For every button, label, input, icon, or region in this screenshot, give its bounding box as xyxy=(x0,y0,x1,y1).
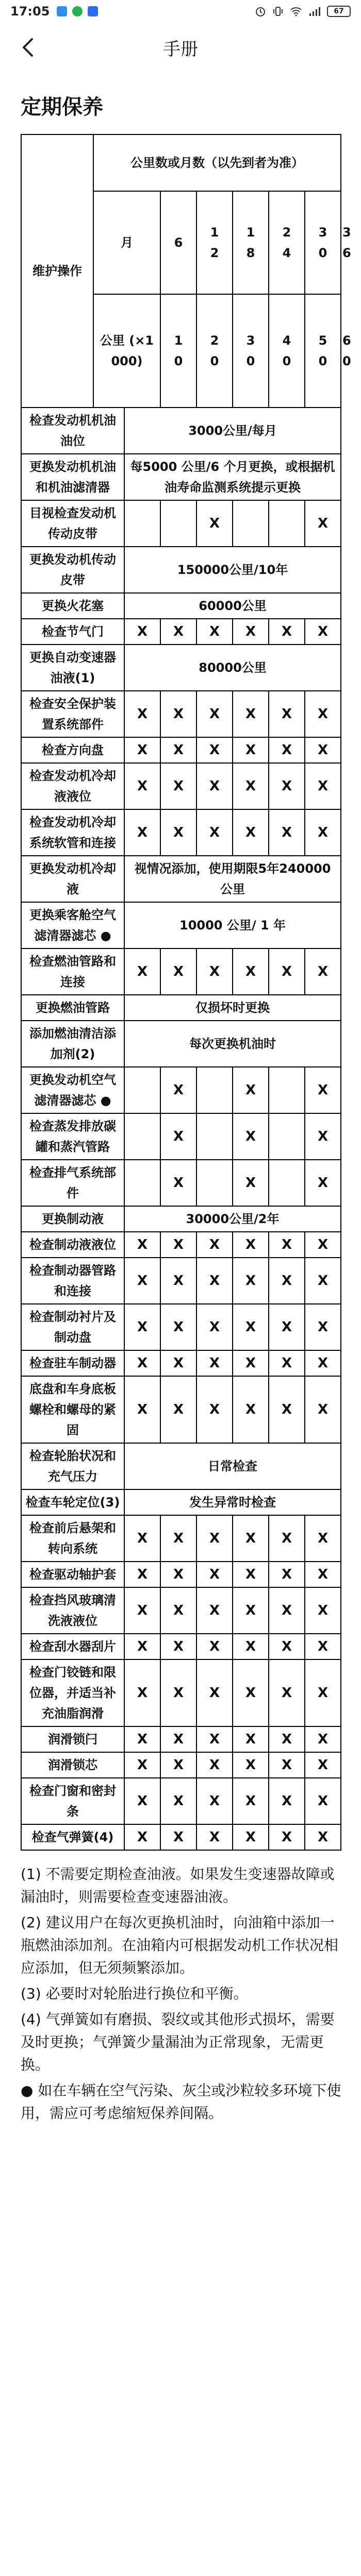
schedule-mark: X xyxy=(160,1726,196,1752)
schedule-mark: X xyxy=(305,691,341,737)
schedule-mark: X xyxy=(160,1258,196,1304)
schedule-mark: X xyxy=(233,1350,269,1376)
km-label: 公里 (×1000) xyxy=(93,294,160,408)
table-row xyxy=(21,1752,341,1778)
schedule-mark: X xyxy=(269,737,305,763)
maintenance-item: 检查蒸发排放碳罐和蒸汽管路 xyxy=(21,1113,124,1160)
schedule-mark: X xyxy=(124,1515,160,1562)
schedule-mark: X xyxy=(196,737,233,763)
interval-span: 150000公里/10年 xyxy=(124,547,341,593)
schedule-mark: X xyxy=(196,619,233,645)
schedule-mark xyxy=(269,1113,305,1160)
back-button[interactable] xyxy=(15,35,40,60)
schedule-mark: X xyxy=(269,1258,305,1304)
month-cell xyxy=(160,191,196,294)
schedule-mark: X xyxy=(160,948,196,995)
schedule-mark: X xyxy=(160,1634,196,1659)
table-row xyxy=(21,1587,341,1634)
schedule-mark: X xyxy=(233,619,269,645)
schedule-mark: X xyxy=(269,1726,305,1752)
schedule-mark xyxy=(269,1160,305,1206)
table-row xyxy=(21,902,341,948)
wifi-icon xyxy=(290,6,302,17)
maintenance-item: 检查制动衬片及制动盘 xyxy=(21,1304,124,1350)
schedule-mark xyxy=(124,1113,160,1160)
km-cell xyxy=(233,294,269,408)
maintenance-item: 更换火花塞 xyxy=(21,593,124,619)
table-row xyxy=(21,1634,341,1659)
schedule-mark: X xyxy=(196,1634,233,1659)
month-cell-text: 30 xyxy=(318,225,327,260)
schedule-mark: X xyxy=(196,1752,233,1778)
schedule-mark: X xyxy=(160,763,196,809)
schedule-mark: X xyxy=(269,948,305,995)
vibrate-icon xyxy=(272,6,284,17)
schedule-mark: X xyxy=(233,1778,269,1824)
schedule-mark: X xyxy=(196,1304,233,1350)
schedule-mark: X xyxy=(160,619,196,645)
km-cell-text: 30 xyxy=(246,333,255,368)
schedule-mark: X xyxy=(305,763,341,809)
browser-notification-icon xyxy=(88,6,98,16)
interval-span: 每5000 公里/6 个月更换，或根据机油寿命监测系统提示更换 xyxy=(124,454,341,500)
schedule-mark: X xyxy=(305,1726,341,1752)
table-row xyxy=(21,995,341,1021)
table-row xyxy=(21,1562,341,1587)
schedule-mark: X xyxy=(124,1232,160,1258)
status-right xyxy=(255,6,351,17)
schedule-mark: X xyxy=(124,1634,160,1659)
table-row xyxy=(21,1067,341,1113)
schedule-mark: X xyxy=(124,948,160,995)
notification-icons xyxy=(57,6,98,16)
schedule-mark: X xyxy=(305,1304,341,1350)
schedule-mark: X xyxy=(124,1659,160,1726)
app-header xyxy=(0,23,361,72)
maintenance-item: 检查门铰链和限位器，并适当补充油脂润滑 xyxy=(21,1659,124,1726)
schedule-mark: X xyxy=(269,1515,305,1562)
schedule-mark: X xyxy=(269,1659,305,1726)
schedule-mark: X xyxy=(305,619,341,645)
schedule-mark: X xyxy=(269,1587,305,1634)
month-cell xyxy=(233,191,269,294)
schedule-mark: X xyxy=(233,1726,269,1752)
maintenance-item: 检查方向盘 xyxy=(21,737,124,763)
schedule-mark: X xyxy=(196,691,233,737)
schedule-mark: X xyxy=(305,1752,341,1778)
month-cell xyxy=(305,191,341,294)
schedule-mark: X xyxy=(305,1160,341,1206)
schedule-mark: X xyxy=(269,1752,305,1778)
maintenance-item: 更换自动变速器油液(1) xyxy=(21,645,124,691)
month-cell-text: 24 xyxy=(282,225,291,260)
maintenance-item: 检查发动机冷却液液位 xyxy=(21,763,124,809)
schedule-mark: X xyxy=(124,1752,160,1778)
maintenance-item: 检查驱动轴护套 xyxy=(21,1562,124,1587)
app-notification-icon xyxy=(57,6,67,16)
schedule-mark: X xyxy=(160,1376,196,1443)
interval-span: 3000公里/每月 xyxy=(124,408,341,454)
km-cell-text: 10 xyxy=(174,333,183,368)
schedule-mark: X xyxy=(196,1376,233,1443)
interval-span: 80000公里 xyxy=(124,645,341,691)
table-row xyxy=(21,1376,341,1443)
schedule-mark: X xyxy=(160,1587,196,1634)
footnote: (1) 不需要定期检查油液。如果发生变速器故障或漏油时，则需要检查变速器油液。 xyxy=(21,1866,335,1905)
schedule-mark xyxy=(233,500,269,547)
schedule-mark: X xyxy=(233,1113,269,1160)
maintenance-item: 检查刮水器刮片 xyxy=(21,1634,124,1659)
schedule-mark: X xyxy=(196,1659,233,1726)
schedule-mark: X xyxy=(233,1160,269,1206)
table-row xyxy=(21,1113,341,1160)
schedule-mark: X xyxy=(269,1824,305,1850)
schedule-mark: X xyxy=(233,1376,269,1443)
schedule-mark: X xyxy=(233,1659,269,1726)
maintenance-item: 检查前后悬架和转向系统 xyxy=(21,1515,124,1562)
schedule-mark: X xyxy=(233,1304,269,1350)
footnotes xyxy=(21,1863,346,2128)
schedule-mark: X xyxy=(196,500,233,547)
schedule-mark: X xyxy=(160,1824,196,1850)
table-row xyxy=(21,1021,341,1067)
schedule-mark: X xyxy=(124,1778,160,1824)
schedule-mark: X xyxy=(269,691,305,737)
schedule-mark: X xyxy=(269,1376,305,1443)
interval-span: 发生异常时检查 xyxy=(124,1489,341,1515)
maintenance-item: 更换燃油管路 xyxy=(21,995,124,1021)
footnote: ● 如在车辆在空气污染、灰尘或沙粒较多环境下使用，需应可考虑缩短保养间隔。 xyxy=(21,2082,341,2122)
schedule-mark: X xyxy=(233,1067,269,1113)
schedule-mark: X xyxy=(160,1752,196,1778)
interval-span: 视情况添加，使用期限5年240000 公里 xyxy=(124,856,341,902)
schedule-mark: X xyxy=(233,1752,269,1778)
schedule-mark: X xyxy=(305,1350,341,1376)
schedule-mark: X xyxy=(233,948,269,995)
schedule-mark: X xyxy=(196,1562,233,1587)
schedule-mark: X xyxy=(196,1778,233,1824)
schedule-mark: X xyxy=(305,1376,341,1443)
status-bar xyxy=(0,0,361,23)
km-cell-text: 20 xyxy=(210,333,219,368)
table-row xyxy=(21,1350,341,1376)
schedule-mark xyxy=(196,1160,233,1206)
table-row xyxy=(21,1515,341,1562)
table-row xyxy=(21,856,341,902)
schedule-mark: X xyxy=(124,1350,160,1376)
schedule-mark xyxy=(269,500,305,547)
schedule-mark: X xyxy=(160,1515,196,1562)
interval-span: 每次更换机油时 xyxy=(124,1021,341,1067)
table-row xyxy=(21,1160,341,1206)
schedule-mark: X xyxy=(269,809,305,856)
schedule-mark: X xyxy=(124,1562,160,1587)
schedule-mark: X xyxy=(160,1304,196,1350)
schedule-mark: X xyxy=(269,1304,305,1350)
schedule-mark: X xyxy=(196,809,233,856)
maintenance-item: 检查燃油管路和连接 xyxy=(21,948,124,995)
table-row xyxy=(21,1206,341,1232)
month-cell xyxy=(269,191,305,294)
maintenance-item: 检查发动机机油油位 xyxy=(21,408,124,454)
table-row xyxy=(21,1824,341,1850)
table-row xyxy=(21,1659,341,1726)
schedule-mark: X xyxy=(196,1350,233,1376)
schedule-mark: X xyxy=(196,1515,233,1562)
schedule-mark: X xyxy=(124,1824,160,1850)
km-cell xyxy=(269,294,305,408)
table-row xyxy=(21,1232,341,1258)
schedule-mark: X xyxy=(160,1113,196,1160)
maintenance-item: 检查安全保护装置系统部件 xyxy=(21,691,124,737)
schedule-mark xyxy=(160,500,196,547)
footnote: (2) 建议用户在每次更换机油时，向油箱中添加一瓶燃油添加剂。在油箱内可根据发动机工作状况相应添加，但无须频繁添加。 xyxy=(21,1914,339,1976)
schedule-mark: X xyxy=(196,1232,233,1258)
schedule-mark: X xyxy=(305,1659,341,1726)
km-cell-text: 60 xyxy=(342,333,351,368)
schedule-mark: X xyxy=(233,809,269,856)
schedule-mark: X xyxy=(269,1778,305,1824)
schedule-mark: X xyxy=(305,1562,341,1587)
schedule-mark: X xyxy=(305,1232,341,1258)
maintenance-item: 更换发动机冷却液 xyxy=(21,856,124,902)
schedule-mark: X xyxy=(196,1258,233,1304)
schedule-mark: X xyxy=(233,1232,269,1258)
maintenance-schedule-table xyxy=(21,134,351,1851)
maintenance-item: 更换发动机空气滤清器滤芯 ● xyxy=(21,1067,124,1113)
schedule-mark: X xyxy=(305,1515,341,1562)
table-row xyxy=(21,408,341,454)
schedule-mark: X xyxy=(233,1515,269,1562)
schedule-mark: X xyxy=(196,1824,233,1850)
interval-span: 30000公里/2年 xyxy=(124,1206,341,1232)
alarm-icon xyxy=(255,6,266,17)
schedule-mark: X xyxy=(196,1587,233,1634)
interval-span: 日常检查 xyxy=(124,1443,341,1489)
maintenance-item: 检查制动液液位 xyxy=(21,1232,124,1258)
month-cell-text: 6 xyxy=(174,235,183,250)
schedule-mark: X xyxy=(269,763,305,809)
schedule-mark: X xyxy=(305,1778,341,1824)
maintenance-item: 添加燃油清洁添加剂(2) xyxy=(21,1021,124,1067)
schedule-mark: X xyxy=(160,1350,196,1376)
km-cell xyxy=(160,294,196,408)
footnote: (4) 气弹簧如有磨损、裂纹或其他形式损坏，需要及时更换；气弹簧少量漏油为正常现象，无需更换。 xyxy=(21,2011,335,2073)
maintenance-item: 润滑锁闩 xyxy=(21,1726,124,1752)
schedule-mark: X xyxy=(233,691,269,737)
maintenance-item: 检查驻车制动器 xyxy=(21,1350,124,1376)
maintenance-item: 检查发动机冷却系统软管和连接 xyxy=(21,809,124,856)
schedule-mark: X xyxy=(305,948,341,995)
month-cell-text: 36 xyxy=(342,225,351,260)
table-row xyxy=(21,737,341,763)
maintenance-item: 检查排气系统部件 xyxy=(21,1160,124,1206)
schedule-mark: X xyxy=(305,1113,341,1160)
schedule-mark: X xyxy=(269,1562,305,1587)
message-notification-icon xyxy=(72,6,83,16)
table-row xyxy=(21,948,341,995)
schedule-mark: X xyxy=(124,809,160,856)
battery-icon: 67 xyxy=(327,6,351,17)
maintenance-item: 更换发动机机油和机油滤清器 xyxy=(21,454,124,500)
schedule-mark: X xyxy=(160,691,196,737)
schedule-mark: X xyxy=(196,1726,233,1752)
schedule-mark: X xyxy=(160,1562,196,1587)
schedule-mark: X xyxy=(269,1350,305,1376)
schedule-mark: X xyxy=(305,1634,341,1659)
schedule-mark: X xyxy=(269,619,305,645)
maintenance-item: 底盘和车身底板螺栓和螺母的紧固 xyxy=(21,1376,124,1443)
table-row xyxy=(21,1726,341,1752)
schedule-mark: X xyxy=(305,1824,341,1850)
schedule-mark: X xyxy=(196,948,233,995)
schedule-mark: X xyxy=(160,1232,196,1258)
schedule-mark: X xyxy=(233,1824,269,1850)
table-row xyxy=(21,1443,341,1489)
maintenance-item: 检查挡风玻璃清洗液液位 xyxy=(21,1587,124,1634)
schedule-mark: X xyxy=(124,1376,160,1443)
footnote: (3) 必要时对轮胎进行换位和平衡。 xyxy=(21,1985,248,2002)
chevron-left-icon xyxy=(21,37,35,58)
schedule-mark: X xyxy=(233,1587,269,1634)
table-row xyxy=(21,454,341,500)
km-cell xyxy=(305,294,341,408)
schedule-mark: X xyxy=(160,1160,196,1206)
table-row xyxy=(21,500,341,547)
table-row xyxy=(21,593,341,619)
schedule-mark: X xyxy=(124,619,160,645)
maintenance-item: 检查车轮定位(3) xyxy=(21,1489,124,1515)
schedule-mark: X xyxy=(233,1562,269,1587)
maintenance-item: 更换乘客舱空气滤清器滤芯 ● xyxy=(21,902,124,948)
schedule-mark: X xyxy=(269,1634,305,1659)
maintenance-item: 检查节气门 xyxy=(21,619,124,645)
schedule-mark: X xyxy=(233,1634,269,1659)
table-row xyxy=(21,645,341,691)
schedule-mark: X xyxy=(160,737,196,763)
schedule-mark: X xyxy=(305,500,341,547)
maintenance-item: 检查气弹簧(4) xyxy=(21,1824,124,1850)
interval-span: 10000 公里/ 1 年 xyxy=(124,902,341,948)
interval-span: 60000公里 xyxy=(124,593,341,619)
schedule-mark: X xyxy=(124,1304,160,1350)
schedule-mark: X xyxy=(160,1067,196,1113)
table-row xyxy=(21,809,341,856)
schedule-body xyxy=(21,134,351,1850)
schedule-mark xyxy=(269,1067,305,1113)
schedule-mark: X xyxy=(124,763,160,809)
interval-header: 公里数或月数（以先到者为准） xyxy=(93,134,341,191)
table-row xyxy=(21,1489,341,1515)
table-row xyxy=(21,1778,341,1824)
maintenance-item: 检查门窗和密封条 xyxy=(21,1778,124,1824)
schedule-mark: X xyxy=(233,763,269,809)
month-cell-text: 12 xyxy=(210,225,219,260)
km-cell xyxy=(196,294,233,408)
maintenance-item: 目视检查发动机传动皮带 xyxy=(21,500,124,547)
corner-cell: 维护操作 xyxy=(21,134,93,408)
header-row-interval xyxy=(21,134,341,191)
maintenance-item: 检查制动器管路和连接 xyxy=(21,1258,124,1304)
page-title: 手册 xyxy=(163,39,198,60)
schedule-mark: X xyxy=(160,809,196,856)
schedule-mark xyxy=(124,500,160,547)
month-cell xyxy=(196,191,233,294)
schedule-mark: X xyxy=(124,1587,160,1634)
schedule-mark: X xyxy=(305,1258,341,1304)
table-row xyxy=(21,1258,341,1304)
section-title: 定期保养 xyxy=(21,95,103,119)
schedule-mark: X xyxy=(305,737,341,763)
schedule-mark: X xyxy=(305,1067,341,1113)
schedule-mark xyxy=(196,1067,233,1113)
interval-span: 仅损坏时更换 xyxy=(124,995,341,1021)
maintenance-item: 润滑锁芯 xyxy=(21,1752,124,1778)
schedule-mark: X xyxy=(196,763,233,809)
schedule-mark: X xyxy=(160,1778,196,1824)
schedule-mark xyxy=(196,1113,233,1160)
schedule-mark: X xyxy=(305,1587,341,1634)
status-time: 17:05 xyxy=(10,4,50,19)
table-row xyxy=(21,619,341,645)
schedule-mark: X xyxy=(305,809,341,856)
maintenance-item: 检查轮胎状况和充气压力 xyxy=(21,1443,124,1489)
month-label: 月 xyxy=(93,191,160,294)
table-row xyxy=(21,547,341,593)
maintenance-item: 更换制动液 xyxy=(21,1206,124,1232)
schedule-mark: X xyxy=(233,737,269,763)
schedule-mark: X xyxy=(124,691,160,737)
schedule-mark: X xyxy=(160,1659,196,1726)
schedule-mark: X xyxy=(124,737,160,763)
maintenance-item: 更换发动机传动皮带 xyxy=(21,547,124,593)
schedule-mark xyxy=(124,1160,160,1206)
table-row xyxy=(21,1304,341,1350)
schedule-mark: X xyxy=(124,1726,160,1752)
table-row xyxy=(21,763,341,809)
schedule-mark: X xyxy=(233,1258,269,1304)
km-cell-text: 50 xyxy=(318,333,327,368)
schedule-mark: X xyxy=(269,1232,305,1258)
km-cell-text: 40 xyxy=(282,333,291,368)
month-cell-text: 18 xyxy=(246,225,255,260)
signal-icon xyxy=(308,6,321,17)
schedule-mark: X xyxy=(124,1258,160,1304)
schedule-mark xyxy=(124,1067,160,1113)
table-row xyxy=(21,691,341,737)
